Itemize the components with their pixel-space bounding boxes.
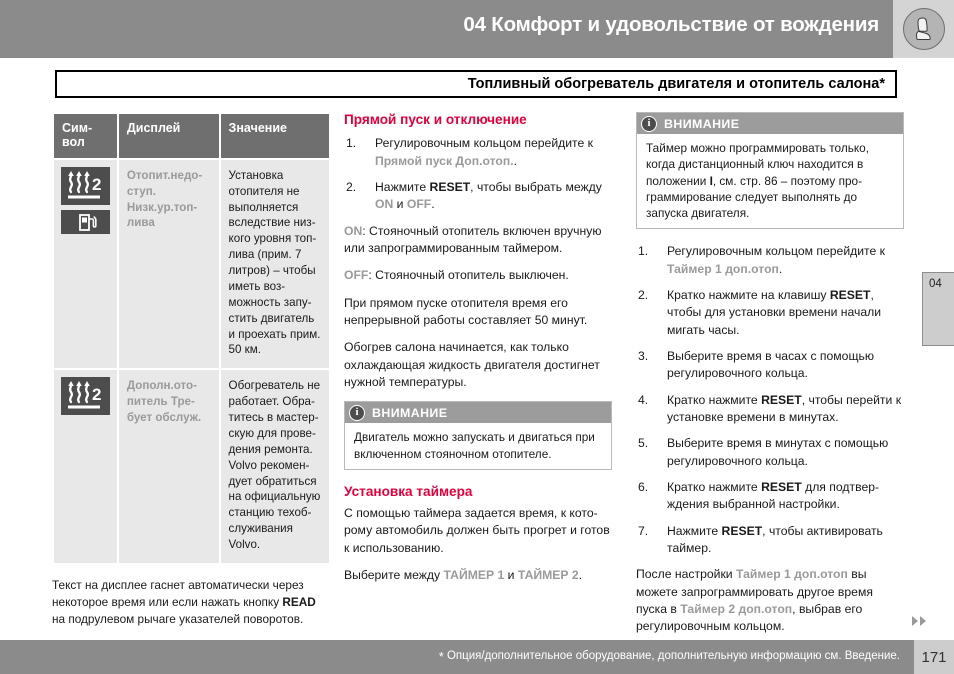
symbol-cell [54,370,117,563]
display-reference: Прямой пуск Доп.отоп. [375,153,514,168]
note-box-body: Двигатель можно запускать и двигаться при включенном стояночном отопителе. [354,430,595,461]
read-button-label: READ [282,594,316,609]
next-page-arrows-icon [912,616,926,626]
note-part-2: на подрулевом рычаге указателей поворотов. [52,612,304,627]
display-reference-on: ON [344,223,363,238]
note-body-post: , см. стр. 86 – поэтому программирование следует выполнять до запуска двигателя. [646,173,863,221]
list-item [636,523,904,558]
display-text: Дополн.отопитель Требует обслуж. [119,370,219,563]
step-text-1b: . [513,153,517,168]
paragraph-off [344,267,612,284]
column-header-display: Дисплей [119,114,219,158]
list-item [636,348,904,383]
paragraph-off-text: : Стояночный отопитель выключен. [368,268,569,283]
display-text: Отопит.недоступ. Низк.ур.топлива [119,160,219,369]
list-item [636,287,904,339]
note-box-body [637,134,903,228]
svg-text:2: 2 [92,174,102,194]
page-number-box [914,640,954,674]
step-text-post: , чтобы перейти к установке времени в минутах. [667,392,902,424]
display-reference-timer1: Таймер 1 доп.отоп [667,261,779,276]
symbols-table [52,112,331,565]
table-row [54,370,329,563]
heater-2-icon [61,377,110,415]
page-footer-bar [0,640,914,674]
step-text-2c: и [393,197,407,212]
page-title: 04 Комфорт и удовольствие от вождения [463,13,879,36]
note-box-header [345,402,611,423]
display-reference-off: OFF [406,197,432,212]
list-item [636,479,904,514]
section-title: Топливный обогреватель двигателя и отопитель салона* [467,76,885,92]
info-icon: i [641,116,657,132]
fuel-pump-icon [61,210,110,234]
list-item [636,392,904,427]
timer-choose-pre: Выберите между [344,568,444,583]
timer-setup-steps [636,243,904,557]
chapter-tab-label: 04 [929,278,942,290]
display-reference-timer2: ТАЙМЕР 2 [517,568,579,583]
meaning-text: Обогреватель не работает. Обратитесь в мастерскую для проведения ремонта. Volvo рекомендует обратиться на официальную станцию техобслуживания Volvo. [221,370,329,563]
paragraph-timer-intro: С помощью таймера задается время, к которому автомобиль должен быть прогрет и готов к использованию. [344,506,610,555]
step-text: Выберите время в часах с помощью регулировочного кольца. [667,348,874,381]
page-number: 171 [921,648,947,666]
footnote-asterisk: * [438,649,444,664]
step-text: Кратко нажмите [667,392,762,407]
step-text-post: , чтобы активировать таймер. [667,523,883,555]
meaning-text: Установка отопителя не выполняется вследствие низкого уровня топлива (прим. 7 литров) – чтобы иметь возможность запустить двигатель и проехать прим. 50 км. [221,160,329,369]
step-text-2b: , чтобы выбрать между [470,179,602,194]
list-item [344,179,612,214]
paragraph-runtime: При прямом пуске отопителя время его непрерывной работы составляет 50 минут. [344,295,588,327]
step-text-post: для подтверждения выбранной настройки. [667,479,880,512]
step-text: Кратко нажмите на клавишу [667,287,830,302]
table-row [54,160,329,369]
list-item [636,243,904,278]
footnote [439,650,900,663]
footnote-text: Опция/дополнительное оборудование, дополнительную информацию см. Введение. [446,650,900,662]
step-text: Регулировочным кольцом перейдите к [667,244,885,259]
paragraph-on [344,223,612,258]
paragraph-after-setup [636,566,904,635]
left-column [52,112,331,628]
reset-key-label: RESET [721,523,763,538]
page-header-bar [0,0,893,58]
arrow-right-icon [920,616,926,626]
step-text: Нажмите [667,523,722,538]
note-box-engine-start [344,401,612,470]
step-text-post: . [778,261,783,276]
display-reference-timer1: ТАЙМЕР 1 [443,568,505,583]
chapter-tab [922,272,954,346]
car-seat-icon [903,8,945,50]
display-reference-timer1: Таймер 1 доп.отоп [735,567,848,582]
reset-key-label: RESET [829,287,871,302]
step-text-2a: Нажмите [375,179,430,194]
display-timeout-note [52,577,331,628]
timer-choose-mid: и [504,568,518,583]
step-text: Выберите время в минутах с помощью регулировочного кольца. [667,436,889,468]
paragraph-on-text: : Стояночный отопитель включен вручную или запрограммированным таймером. [344,223,602,255]
arrow-right-icon [912,616,918,626]
step-text: Кратко нажмите [667,479,762,494]
info-icon: i [349,405,365,421]
note-box-header [637,113,903,134]
table-header-row [54,114,329,158]
heater-2-icon [61,167,110,205]
reset-key-label: RESET [429,179,471,194]
middle-column [344,112,612,594]
right-column [636,112,904,646]
column-header-symbol-line2: вол [62,135,85,150]
step-text-2d: . [431,197,435,212]
note-body-pre: Таймер можно программировать только, когда дистанционный ключ находится в положении [646,141,869,188]
column-header-symbol-line1: Сим- [62,121,93,135]
direct-start-steps [344,135,612,213]
display-reference-timer2: Таймер 2 доп.отоп [680,601,793,616]
note-box-title: ВНИМАНИЕ [664,116,740,131]
list-item [636,435,904,470]
column-header-symbol [54,114,117,158]
section-title-bar [55,70,897,98]
chapter-icon-container [893,0,954,58]
svg-text:2: 2 [92,385,102,405]
key-position-label: I [709,173,713,188]
note-part-1: Текст на дисплее гаснет автоматически через некоторое время или если нажать кнопку [52,577,304,609]
paragraph-cabin-heat: Обогрев салона начинается, как только охлаждающая жидкость двигателя достигнет нужной температуры. [344,340,600,389]
reset-key-label: RESET [761,392,802,407]
column-header-meaning: Значение [221,114,329,158]
timer-choose-post: . [578,568,583,583]
heading-direct-start: Прямой пуск и отключение [344,112,527,127]
note-box-timer-programming [636,112,904,229]
display-reference-on: ON [375,197,394,212]
step-text-1a: Регулировочным кольцом перейдите к [375,136,593,151]
step-text-post: , чтобы для установки времени начали мигать часы. [667,287,882,337]
note-box-title: ВНИМАНИЕ [372,405,448,420]
paragraph-timer-choose [344,567,612,584]
closing-post: , выбрав его регулировочным кольцом. [636,601,863,634]
closing-pre: После настройки [636,567,736,582]
symbol-cell [54,160,117,369]
list-item [344,135,612,170]
reset-key-label: RESET [761,479,802,494]
heading-timer-setup: Установка таймера [344,483,473,499]
closing-mid: вы можете запрограммировать другое время пуска в [636,567,873,616]
display-reference-off: OFF [344,268,369,283]
